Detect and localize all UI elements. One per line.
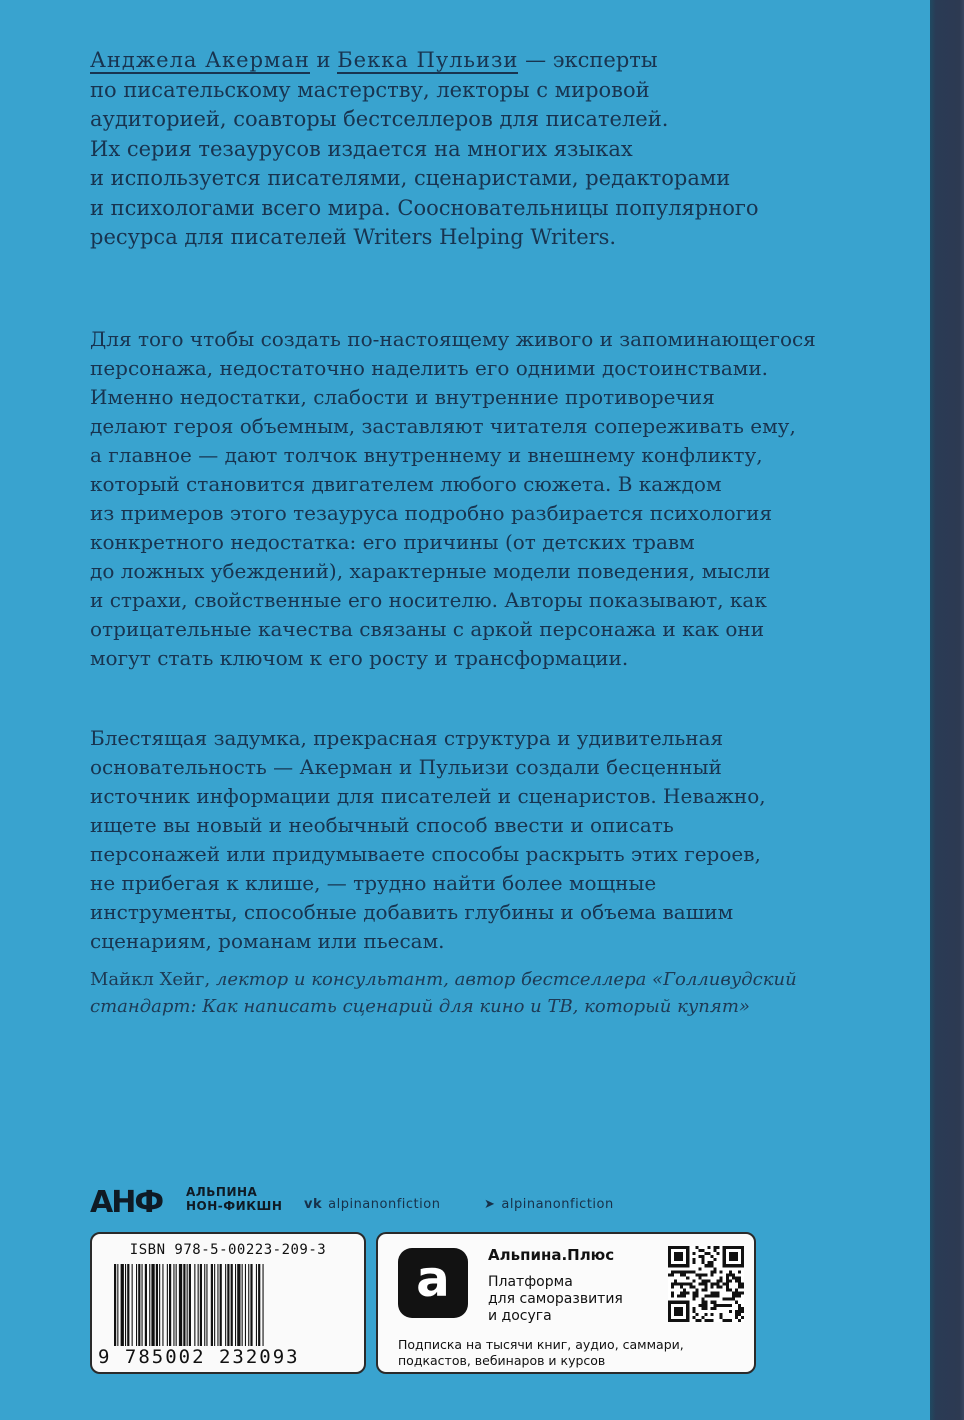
description-line: который становится двигателем любого сюжета. В каждом: [90, 472, 722, 496]
about-line: Их серия тезаурусов издается на многих языках: [90, 136, 633, 161]
description-line: конкретного недостатка: его причины (от детских травм: [90, 530, 695, 554]
about-line-1-rest: — эксперты: [518, 48, 658, 72]
publisher-name-line: НОН-ФИКШН: [186, 1199, 283, 1213]
about-line: аудиторией, соавторы бестселлеров для писателей.: [90, 107, 669, 131]
alpina-plus-subscription: [398, 1337, 684, 1369]
description-line: до ложных убеждений), характерные модели поведения, мысли: [90, 559, 771, 583]
review-line: инструменты, способные добавить глубины и объема вашим: [90, 900, 734, 924]
about-line: и используется писателями, сценаристами, редакторами: [90, 166, 731, 190]
author-name-1: Анджела Акерман: [90, 48, 310, 72]
vk-icon: vk: [304, 1197, 323, 1212]
alpina-plus-sub-line: Подписка на тысячи книг, аудио, саммари,: [398, 1337, 684, 1352]
review-attribution: [90, 966, 850, 1020]
telegram-icon: ➤: [484, 1197, 496, 1212]
reviewer-name: Майкл Хейг,: [90, 969, 211, 990]
description-line: и страхи, свойственные его носителю. Авторы показывают, как: [90, 588, 767, 612]
review-line: основательность — Акерман и Пульизи создали бесценный: [90, 755, 722, 779]
description-line: Именно недостатки, слабости и внутренние противоречия: [90, 385, 715, 409]
conjunction: и: [309, 48, 338, 72]
about-line: ресурса для писателей Writers Helping Writers.: [90, 225, 617, 249]
about-authors-paragraph: [90, 46, 850, 253]
isbn-barcode-box: [90, 1232, 366, 1374]
review-line: сценариям, романам или пьесам.: [90, 929, 445, 953]
author-name-2: Бекка Пульизи: [337, 48, 519, 72]
about-line: и психологами всего мира. Соосновательницы популярного: [90, 195, 759, 220]
vk-link[interactable]: [304, 1197, 440, 1212]
alpina-plus-description: [488, 1274, 623, 1325]
review-line: ищете вы новый и необычный способ ввести и описать: [90, 813, 674, 837]
publisher-row: [90, 1183, 690, 1223]
publisher-name: [186, 1185, 282, 1213]
book-spine: [930, 0, 964, 1420]
publisher-name-line: АЛЬПИНА: [186, 1185, 258, 1199]
reviewer-role: стандарт: Как написать сценарий для кино и ТВ, который купят»: [90, 996, 750, 1017]
description-line: делают героя объемным, заставляют читателя сопереживать ему,: [90, 414, 796, 438]
description-line: а главное — дают толчок внутреннему и внешнему конфликту,: [90, 443, 763, 467]
telegram-link[interactable]: [484, 1197, 614, 1212]
alpina-plus-title: Альпина.Плюс: [488, 1246, 615, 1264]
review-line: не прибегая к клише, — трудно найти более мощные: [90, 871, 657, 895]
alpina-plus-box: [376, 1232, 756, 1374]
review-paragraph: [90, 724, 850, 956]
about-line: по писательскому мастерству, лекторы с мировой: [90, 77, 650, 102]
description-line: отрицательные качества связаны с аркой персонажа и как они: [90, 617, 765, 641]
alpina-plus-desc-line: и досуга: [488, 1308, 552, 1324]
review-line: источник информации для писателей и сценаристов. Неважно,: [90, 784, 766, 808]
review-line: Блестящая задумка, прекрасная структура и удивительная: [90, 726, 724, 750]
qr-code-icon[interactable]: [668, 1246, 744, 1322]
isbn-label: ISBN 978-5-00223-209-3: [129, 1242, 327, 1258]
description-line: из примеров этого тезауруса подробно разбирается психология: [90, 501, 773, 525]
review-line: персонажей или придумываете способы раскрыть этих героев,: [90, 842, 761, 866]
description-paragraph: [90, 325, 850, 673]
vk-handle: alpinanonfiction: [328, 1197, 441, 1212]
telegram-handle: alpinanonfiction: [501, 1197, 614, 1212]
alpina-plus-desc-line: Платформа: [488, 1274, 573, 1290]
barcode: [114, 1264, 354, 1346]
isbn-digits: 9 785002 232093: [98, 1346, 300, 1368]
alpina-plus-sub-line: подкастов, вебинаров и курсов: [398, 1353, 606, 1368]
description-line: персонажа, недостаточно наделить его одними достоинствами.: [90, 356, 769, 380]
description-line: могут стать ключом к его росту и трансформации.: [90, 646, 629, 670]
reviewer-role: лектор и консультант, автор бестселлера «Голливудский: [210, 969, 797, 990]
publisher-logo: АНФ: [90, 1185, 163, 1220]
alpina-plus-logo: a: [398, 1248, 468, 1318]
description-line: Для того чтобы создать по-настоящему живого и запоминающегося: [90, 327, 816, 351]
alpina-plus-desc-line: для саморазвития: [488, 1291, 623, 1307]
